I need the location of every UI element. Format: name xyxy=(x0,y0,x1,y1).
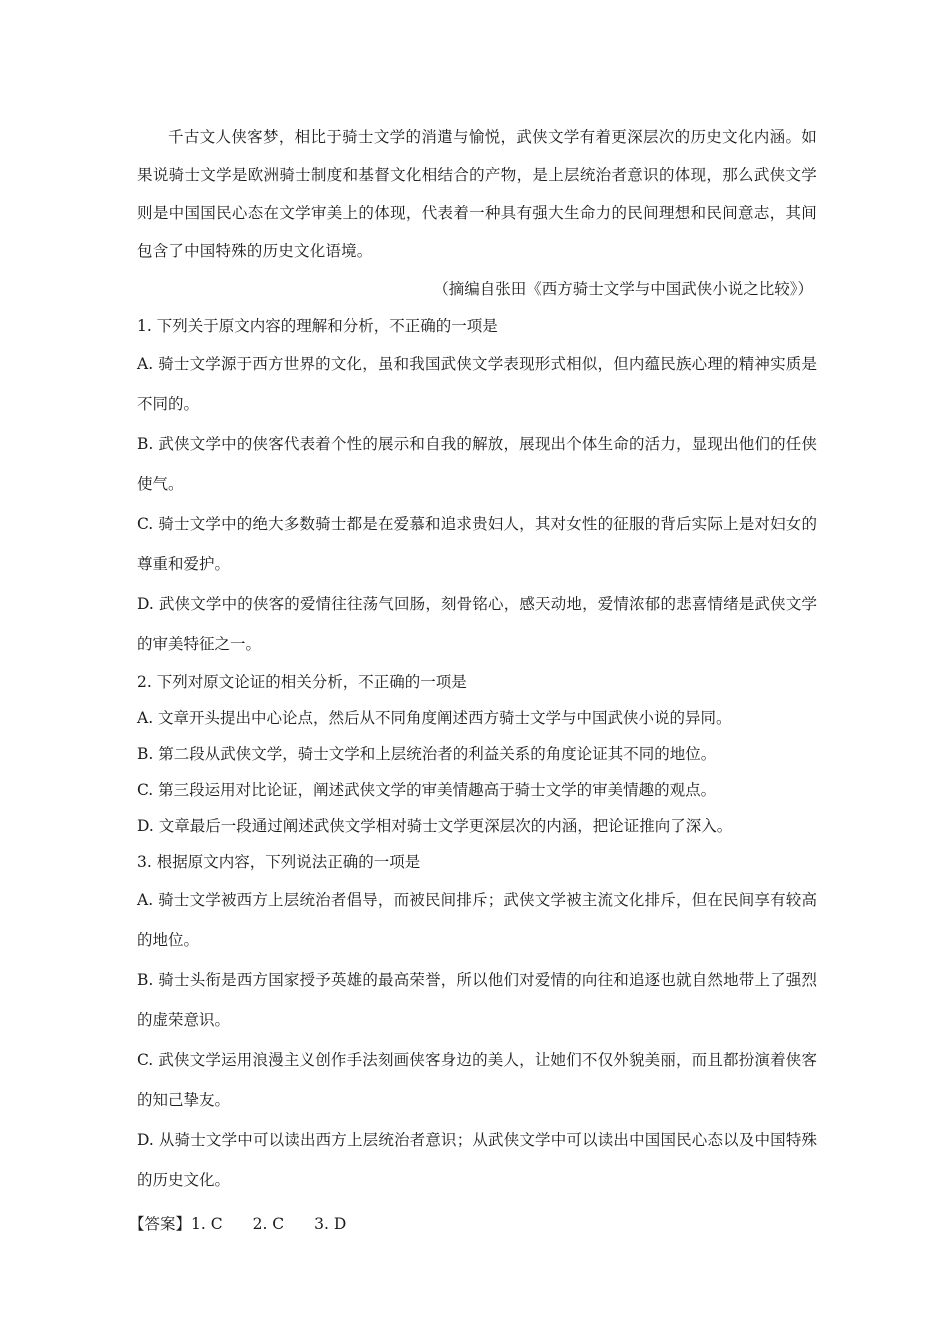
option-c: C. 骑士文学中的绝大多数骑士都是在爱慕和追求贵妇人，其对女性的征服的背后实际上是对妇女的尊重和爱护。 xyxy=(137,515,817,573)
question-stem: 1. 下列关于原文内容的理解和分析，不正确的一项是 xyxy=(137,317,498,335)
answer-line xyxy=(129,1204,817,1244)
answer-item: 2. C xyxy=(252,1215,285,1233)
option-a: A. 骑士文学被西方上层统治者倡导，而被民间排斥；武侠文学被主流文化排斥，但在民间享有较高的地位。 xyxy=(137,891,817,949)
option-c: C. 武侠文学运用浪漫主义创作手法刻画侠客身边的美人，让她们不仅外貌美丽，而且都扮演着侠客的知己挚友。 xyxy=(137,1051,817,1109)
option-a: A. 文章开头提出中心论点，然后从不同角度阐述西方骑士文学与中国武侠小说的异同。 xyxy=(137,709,732,727)
answer-item: 3. D xyxy=(314,1215,347,1233)
option-b: B. 武侠文学中的侠客代表着个性的展示和自我的解放，展现出个体生命的活力，显现出他们的任侠使气。 xyxy=(137,435,817,493)
question-3 xyxy=(137,844,817,1200)
question-2 xyxy=(137,664,817,844)
option-d: D. 从骑士文学中可以读出西方上层统治者意识；从武侠文学中可以读出中国国民心态以及中国特殊的历史文化。 xyxy=(137,1131,817,1189)
option-c: C. 第三段运用对比论证，阐述武侠文学的审美情趣高于骑士文学的审美情趣的观点。 xyxy=(137,781,717,799)
option-b: B. 第二段从武侠文学，骑士文学和上层统治者的利益关系的角度论证其不同的地位。 xyxy=(137,745,717,763)
option-a: A. 骑士文学源于西方世界的文化，虽和我国武侠文学表现形式相似，但内蕴民族心理的精神实质是不同的。 xyxy=(137,355,817,413)
option-d: D. 文章最后一段通过阐述武侠文学相对骑士文学更深层次的内涵，把论证推向了深入。 xyxy=(137,817,733,835)
answer-item: 1. C xyxy=(191,1215,223,1233)
answer-label: 【答案】 xyxy=(129,1215,192,1233)
passage-paragraph: 千古文人侠客梦，相比于骑士文学的消遣与愉悦，武侠文学有着更深层次的历史文化内涵。如果说骑士文学是欧洲骑士制度和基督文化相结合的产物，是上层统治者意识的体现，那么武侠文学则是中国国民心态在文学审美上的体现，代表着一种具有强大生命力的民间理想和民间意志，其间包含了中国特殊的历史文化语境。 xyxy=(137,128,817,260)
option-b: B. 骑士头衔是西方国家授予英雄的最高荣誉，所以他们对爱情的向往和追逐也就自然地带上了强烈的虚荣意识。 xyxy=(137,971,817,1029)
question-stem: 2. 下列对原文论证的相关分析，不正确的一项是 xyxy=(137,673,467,691)
option-d: D. 武侠文学中的侠客的爱情往往荡气回肠，刻骨铭心，感天动地，爱情浓郁的悲喜情绪是武侠文学的审美特征之一。 xyxy=(137,595,817,653)
passage-source: （摘编自张田《西方骑士文学与中国武侠小说之比较》） xyxy=(433,280,813,298)
question-1 xyxy=(137,308,817,664)
document-content xyxy=(129,118,817,1244)
question-stem: 3. 根据原文内容，下列说法正确的一项是 xyxy=(137,853,421,871)
